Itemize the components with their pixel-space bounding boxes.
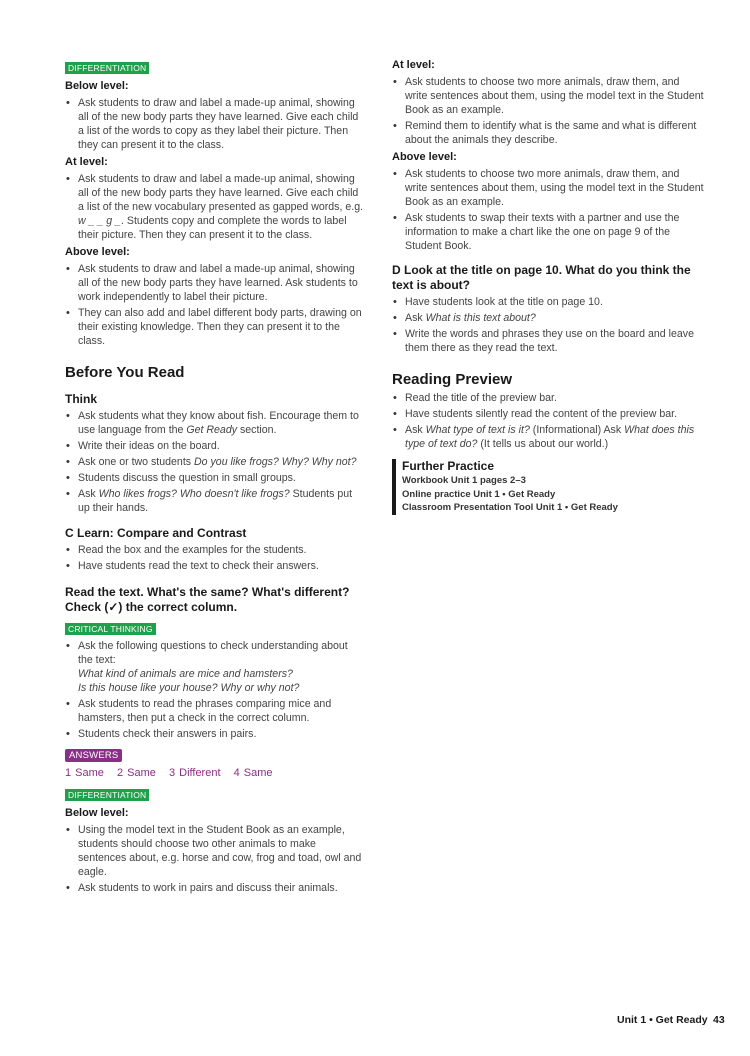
further-practice-item: Online practice Unit 1 • Get Ready [402, 488, 556, 500]
list-item: • Write their ideas on the board. [65, 439, 365, 453]
list-item: • Ask students to work in pairs and discuss their animals. [65, 881, 365, 895]
footer-unit-label: Unit 1 • Get Ready [617, 1014, 708, 1026]
critical-thinking-tag: CRITICAL THINKING [65, 623, 156, 635]
list-item: • Read the title of the preview bar. [392, 391, 704, 405]
at-level-title: At level: [392, 59, 435, 71]
list-item: • Ask students to read the phrases comparing mice and hamsters, then put a check in the correct column. [65, 697, 365, 725]
list-item: • Have students silently read the content of the preview bar. [392, 407, 704, 421]
read-text-heading: Read the text. What's the same? What's different? Check (✓) the correct column. [65, 585, 350, 614]
above-level-list [65, 262, 365, 348]
list-item: • Ask one or two students Do you like frogs? Why? Why not? [65, 455, 365, 469]
before-you-read-heading: Before You Read [65, 364, 185, 381]
list-item: • Students discuss the question in small groups. [65, 471, 365, 485]
list-item: • Ask What is this text about? [392, 311, 704, 325]
gapped-word: w _ _ g _ [78, 215, 121, 227]
at-level-list [65, 172, 365, 242]
list-item: • Using the model text in the Student Book as an example, students should choose two other animals to make sentences about, e.g. horse and cow, frog and toad, owl and eagle. [65, 823, 365, 879]
look-heading: D Look at the title on page 10. What do you think the text is about? [392, 263, 691, 292]
answers-line [65, 766, 365, 781]
list-item: • Have students look at the title on page 10. [392, 295, 704, 309]
list-item: • Ask What type of text is it? (Informational) Ask What does this type of text do? (It tells us about our world.) [392, 423, 704, 451]
further-practice-item: Classroom Presentation Tool Unit 1 • Get Ready [402, 502, 618, 513]
below-level-title: Below level: [65, 807, 129, 819]
answer-item: 2 Same [116, 767, 156, 779]
at-level-list [392, 75, 704, 147]
list-item: • Have students read the text to check their answers. [65, 559, 365, 573]
list-item: • Ask students what they know about fish. Encourage them to use language from the Get Ready section. [65, 409, 365, 437]
think-heading: Think [65, 392, 97, 406]
above-level-list [392, 167, 704, 253]
list-item: • Ask the following questions to check understanding about the text: What kind of animals are mice and hamsters? Is this house like your house? Why or why not? [65, 639, 365, 695]
answer-item: 4 Same [233, 767, 273, 779]
list-item: • Ask students to draw and label a made-up animal, showing all of the new body parts they have learned. Ask students to work independently to label their picture. [65, 262, 365, 304]
reading-preview-heading: Reading Preview [392, 371, 513, 388]
further-practice-box [392, 459, 704, 515]
reading-preview-list [392, 391, 704, 451]
list-item: • Read the box and the examples for the students. [65, 543, 365, 557]
differentiation-tag: DIFFERENTIATION [65, 62, 149, 74]
list-item: • Remind them to identify what is the same and what is different about the animals they describe. [392, 119, 704, 147]
list-item: • Write the words and phrases they use on the board and leave them there as they read the text. [392, 327, 704, 355]
list-item: • Ask students to draw and label a made-up animal, showing all of the new body parts they have learned. Give each child a list of the words to copy as they label their picture. Then they can present it to the class. [65, 96, 365, 152]
list-item: • Students check their answers in pairs. [65, 727, 365, 741]
below-level-list [65, 823, 365, 895]
page-number: 43 [713, 1014, 725, 1026]
answer-item: 1 Same [65, 767, 104, 779]
left-column [65, 58, 365, 895]
list-item: • Ask students to choose two more animals, draw them, and write sentences about them, using the model text in the Student Book as an example. [392, 75, 704, 117]
at-level-title: At level: [65, 156, 108, 168]
further-practice-item: Workbook Unit 1 pages 2–3 [402, 475, 526, 486]
differentiation-tag: DIFFERENTIATION [65, 789, 149, 801]
above-level-title: Above level: [392, 151, 457, 163]
list-item: • They can also add and label different body parts, drawing on their existing knowledge. Then they can present it to the class. [65, 306, 365, 348]
below-level-title: Below level: [65, 80, 129, 92]
answer-item: 3 Different [168, 767, 221, 779]
below-level-list [65, 96, 365, 152]
answers-tag: ANSWERS [65, 749, 122, 762]
think-list [65, 409, 365, 515]
learn-list [65, 543, 365, 573]
learn-heading: C Learn: Compare and Contrast [65, 526, 247, 540]
right-column [392, 58, 704, 515]
look-list [392, 295, 704, 355]
above-level-title: Above level: [65, 246, 130, 258]
list-item: • Ask students to swap their texts with a partner and use the information to make a chart like the one on page 9 of the Student Book. [392, 211, 704, 253]
list-item: • Ask students to choose two more animals, draw them, and write sentences about them, using the model text in the Student Book as an example. [392, 167, 704, 209]
further-practice-title: Further Practice [402, 459, 495, 473]
critical-thinking-list [65, 639, 365, 741]
list-item: • Ask Who likes frogs? Who doesn't like frogs? Students put up their hands. [65, 487, 365, 515]
list-item: • Ask students to draw and label a made-up animal, showing all of the new body parts they have learned. Give each child a list of the new vocabulary presented as gapped words, e.g. w _ _ g _. Students copy and complete the words to label their picture. Then they can present it to the class. [65, 172, 365, 242]
